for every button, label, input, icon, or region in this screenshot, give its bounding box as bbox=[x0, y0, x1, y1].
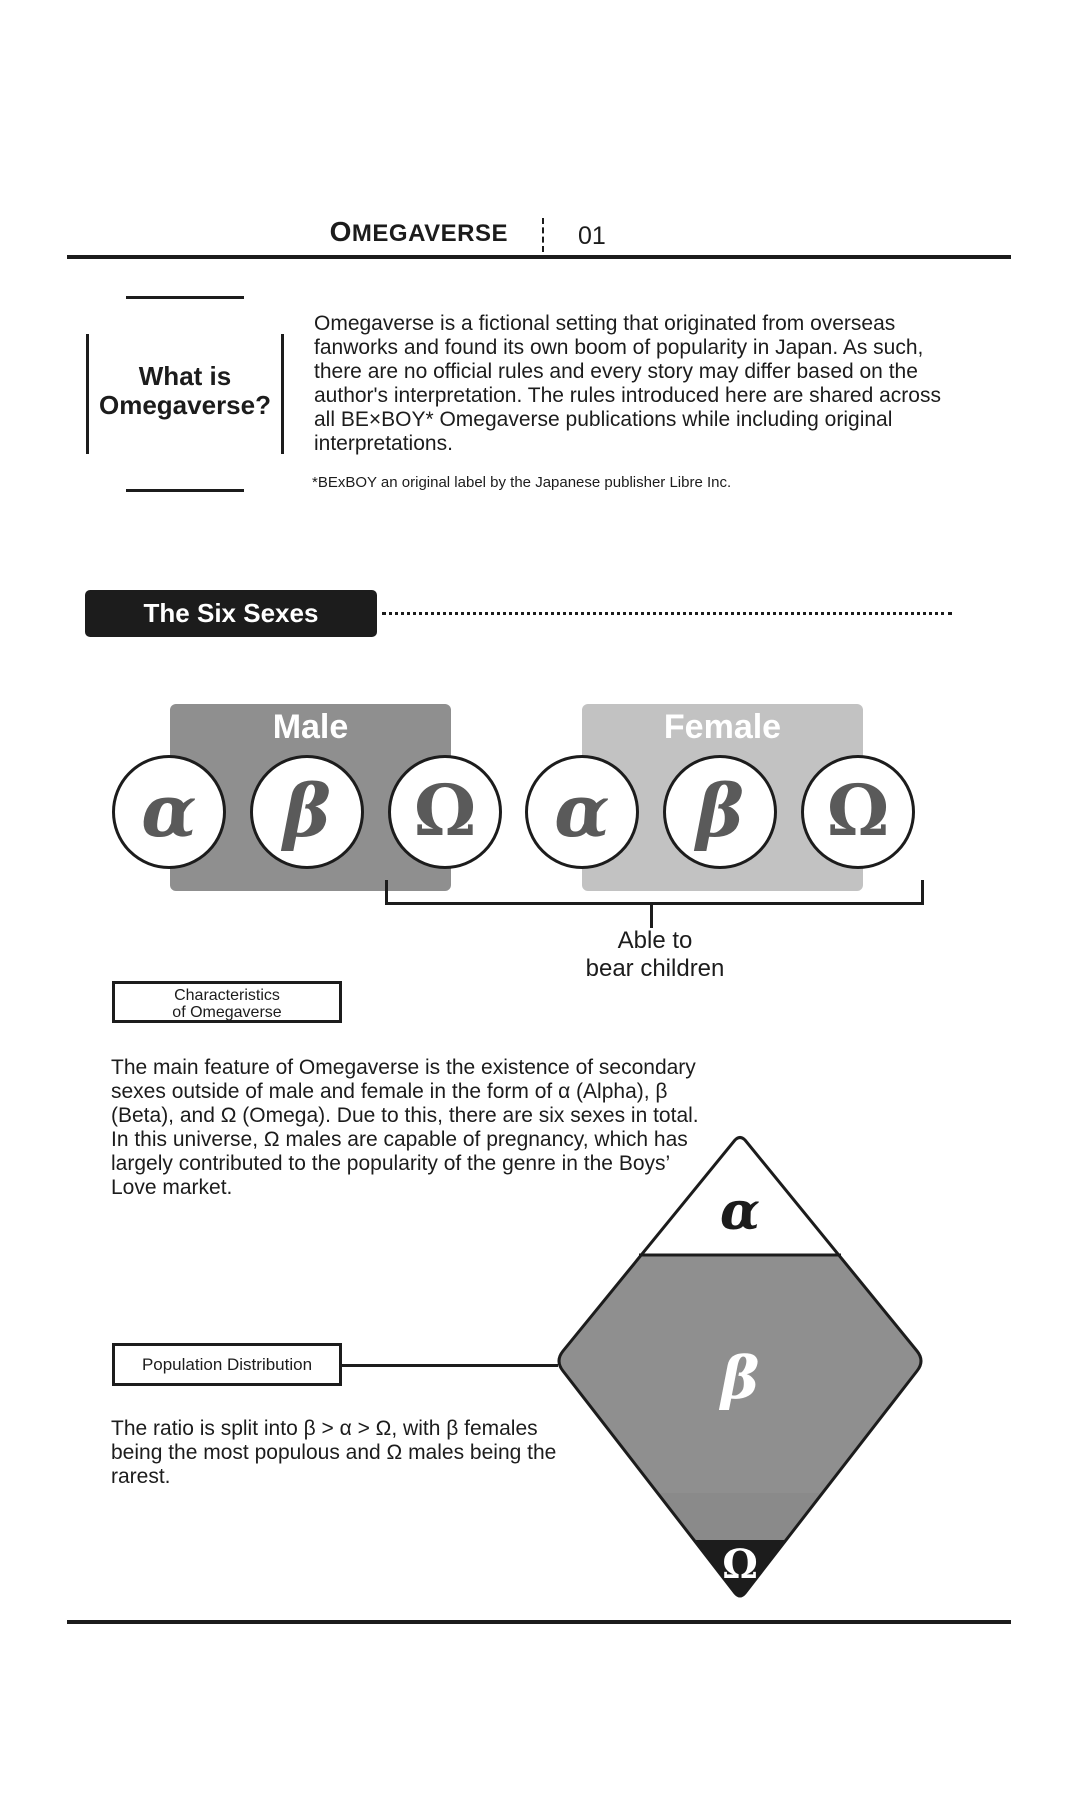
page-number: 01 bbox=[578, 222, 606, 250]
female-label: Female bbox=[663, 708, 782, 746]
beta-symbol: β bbox=[720, 1344, 760, 1412]
population-connector bbox=[342, 1364, 558, 1367]
header-separator bbox=[542, 218, 544, 252]
what-is-box bbox=[86, 296, 284, 492]
alpha-symbol: α bbox=[719, 1181, 761, 1242]
footnote: *BExBOY an original label by the Japanese publisher Libre Inc. bbox=[312, 474, 732, 491]
male-beta-circle: β bbox=[250, 755, 364, 869]
population-text: The ratio is split into β > α > Ω, with β females being the most populous and Ω males being the rarest. bbox=[111, 1417, 557, 1488]
female-alpha-circle: α bbox=[525, 755, 639, 869]
header-rule bbox=[67, 255, 1011, 259]
characteristics-label-box: Characteristics of Omegaverse bbox=[112, 981, 342, 1023]
population-diamond bbox=[555, 1133, 925, 1603]
footer-rule bbox=[67, 1620, 1011, 1624]
female-beta-circle: β bbox=[663, 755, 777, 869]
able-to-bear-children-label: Able to bear children bbox=[585, 927, 725, 982]
intro-paragraph: Omegaverse is a fictional setting that originated from overseas fanworks and found its own boom of popularity in Japan. As such, there are no official rules and every story may differ based on the author's interpretation. The rules introduced here are shared across all BE×BOY* Omegaverse publications while including original interpretations. bbox=[314, 312, 941, 455]
six-sexes-banner: The Six Sexes bbox=[85, 590, 377, 637]
what-is-label: What is Omegaverse? bbox=[99, 361, 271, 420]
dotted-leader bbox=[382, 612, 952, 615]
childbearing-bracket bbox=[385, 880, 924, 905]
female-omega-circle: Ω bbox=[801, 755, 915, 869]
omega-symbol: Ω bbox=[722, 1541, 758, 1588]
section-title: OMEGAVERSE bbox=[329, 216, 508, 247]
bracket-stem bbox=[650, 904, 653, 928]
male-alpha-circle: α bbox=[112, 755, 226, 869]
population-label-box: Population Distribution bbox=[112, 1343, 342, 1386]
characteristics-text: The main feature of Omegaverse is the existence of secondary sexes outside of male and female in the form of α (Alpha), β (Beta), and Ω (Omega). Due to this, there are six sexes in total. In this universe, Ω males are capable of pregnancy, which has largely contributed to the popularity of the genre in the Boys’ Love market. bbox=[111, 1056, 699, 1199]
male-omega-circle: Ω bbox=[388, 755, 502, 869]
male-label: Male bbox=[272, 708, 349, 746]
